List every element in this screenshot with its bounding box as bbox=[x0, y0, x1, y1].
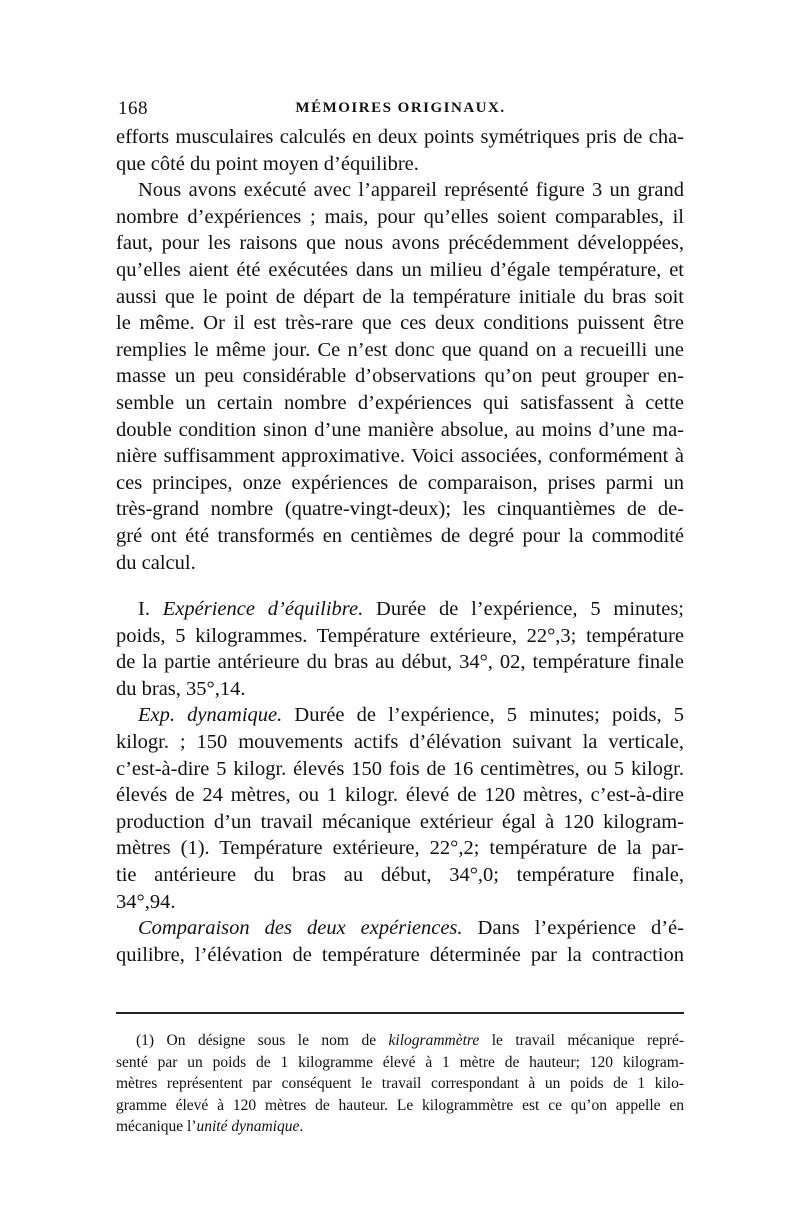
text-run: Durée de l’expérience, 5 minutes; poids, 5 bbox=[282, 704, 684, 727]
paragraph-gap bbox=[116, 576, 684, 596]
paragraph-method bbox=[116, 177, 684, 576]
text-line: nière suffisamment approximative. Voici associées, conformément à bbox=[116, 445, 684, 468]
footnote-line bbox=[116, 1116, 684, 1138]
page-header bbox=[118, 98, 683, 124]
text-line: ces principes, onze expériences de comparaison, prises parmi un bbox=[116, 471, 684, 494]
text-line bbox=[116, 915, 684, 942]
text-line: efforts musculaires calculés en deux points symétriques pris de cha- bbox=[116, 126, 684, 148]
text-line: le même. Or il est très-rare que ces deux conditions puissent être bbox=[116, 312, 684, 335]
paragraph-experience-equilibre bbox=[116, 596, 684, 702]
text-line: nombre d’expériences ; mais, pour qu’elles soient comparables, il bbox=[116, 205, 684, 228]
footnote-term: kilogrammètre bbox=[388, 1032, 480, 1049]
text-line bbox=[116, 596, 684, 623]
footnote-line: senté par un poids de 1 kilogramme élevé à 1 mètre de hauteur; 120 kilogram- bbox=[116, 1053, 684, 1071]
text-line: semble un certain nombre d’expériences qui satisfassent à cette bbox=[116, 391, 684, 414]
text-run: Dans l’expérience d’é- bbox=[462, 917, 684, 940]
text-line: 34°,94. bbox=[116, 890, 176, 913]
paragraph-comparaison bbox=[116, 915, 684, 968]
text-line: élevés de 24 mètres, ou 1 kilogr. élevé de 120 mètres, c’est-à-dire bbox=[116, 784, 684, 807]
text-run: (1) On désigne sous le nom de bbox=[136, 1032, 389, 1049]
text-line: tie antérieure du bras au début, 34°,0; température finale, bbox=[116, 864, 684, 887]
text-line: gré ont été transformés en centièmes de degré pour la commodité bbox=[116, 524, 684, 547]
footnote-rule bbox=[116, 1012, 684, 1014]
text-run: mécanique l’ bbox=[116, 1118, 197, 1135]
text-line: qu’elles aient été exécutées dans un milieu d’égale température, et bbox=[116, 258, 684, 281]
section-title: Comparaison des deux expériences. bbox=[138, 917, 463, 940]
paragraph-experience-dynamique bbox=[116, 702, 684, 915]
text-line: quilibre, l’élévation de température déterminée par la contraction bbox=[116, 943, 684, 966]
text-line: de la partie antérieure du bras au début, 34°, 02, température finale bbox=[116, 651, 684, 674]
text-line: faut, pour les raisons que nous avons précédemment développées, bbox=[116, 232, 684, 255]
text-line bbox=[116, 702, 684, 729]
section-title: Exp. dynamique. bbox=[138, 704, 283, 727]
text-line: Nous avons exécuté avec l’appareil représenté figure 3 un grand bbox=[138, 179, 684, 202]
text-line: du bras, 35°,14. bbox=[116, 677, 246, 700]
paragraph-continuation bbox=[116, 124, 684, 177]
page-number: 168 bbox=[118, 98, 148, 119]
footnote-line: mètres représentent par conséquent le travail correspondant à un poids de 1 kilo- bbox=[116, 1075, 684, 1092]
body-text bbox=[116, 124, 684, 968]
text-line: remplies le même jour. Ce n’est donc que quand on a recueilli une bbox=[116, 338, 684, 361]
text-line: kilogr. ; 150 mouvements actifs d’élévation suivant la verticale, bbox=[116, 731, 684, 754]
text-run: le travail mécanique repré- bbox=[479, 1032, 684, 1049]
footnote-line: gramme élevé à 120 mètres de hauteur. Le kilogrammètre est ce qu’on appelle en bbox=[116, 1096, 684, 1114]
footnote bbox=[116, 1030, 684, 1138]
text-line: double condition sinon d’une manière absolue, au moins d’une ma- bbox=[116, 418, 684, 441]
text-line: mètres (1). Température extérieure, 22°,2; température de la par- bbox=[116, 837, 684, 860]
text-line: que côté du point moyen d’équilibre. bbox=[116, 152, 419, 175]
text-line: très-grand nombre (quatre-vingt-deux); les cinquantièmes de de- bbox=[116, 498, 684, 521]
section-number: I. bbox=[138, 598, 163, 621]
footnote-line bbox=[116, 1030, 684, 1052]
text-line: c’est-à-dire 5 kilogr. élevés 150 fois de 16 centimètres, ou 5 kilogr. bbox=[116, 757, 684, 780]
text-run: . bbox=[299, 1118, 304, 1135]
text-line: masse un peu considérable d’observations qu’on peut grouper en- bbox=[116, 365, 684, 388]
text-line: production d’un travail mécanique extérieur égal à 120 kilogram- bbox=[116, 810, 684, 833]
text-line: aussi que le point de départ de la température initiale du bras soit bbox=[116, 285, 684, 308]
text-line: poids, 5 kilogrammes. Température extérieure, 22°,3; température bbox=[116, 624, 684, 647]
footnote-term: unité dynamique bbox=[196, 1118, 300, 1135]
text-line: du calcul. bbox=[116, 551, 196, 574]
running-title: MÉMOIRES ORIGINAUX. bbox=[295, 100, 506, 116]
section-title: Expérience d’équilibre. bbox=[162, 598, 364, 621]
text-run: Durée de l’expérience, 5 minutes; bbox=[363, 598, 684, 621]
